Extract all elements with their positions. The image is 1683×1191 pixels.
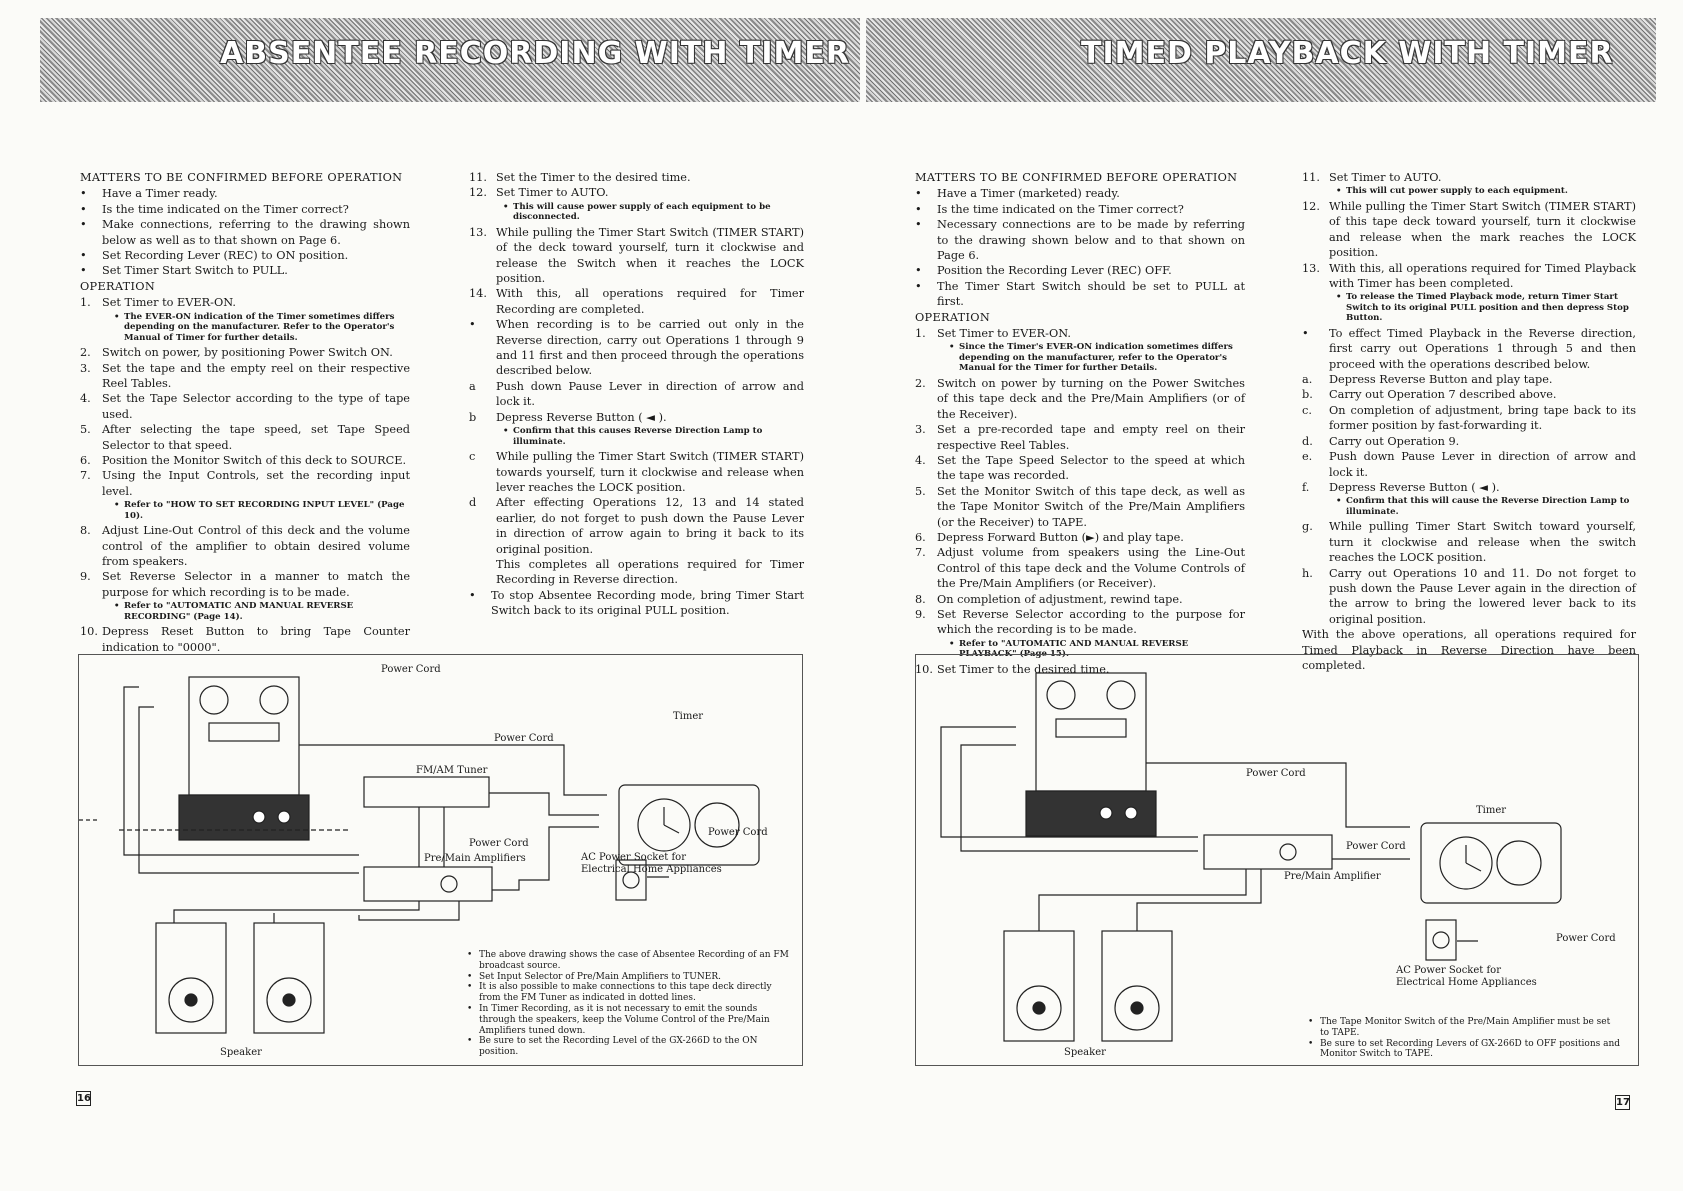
step-item: 13. With this, all operations required for Timed Playback with Timer has been completed. <box>1302 261 1636 290</box>
step-item: 7. Adjust volume from speakers using the Line-Out Control of this tape deck and the Volume Controls of the Pre/Main Amplifiers (or Receiver). <box>915 546 1245 591</box>
step-item: e. Push down Pause Lever in direction of arrow and lock it. <box>1302 450 1636 479</box>
list-item: • To effect Timed Playback in the Reverse direction, first carry out Operations 1 through 5 and then proceed with the operations described below. <box>1302 326 1636 371</box>
step-item: 7. Using the Input Controls, set the recording input level. <box>80 469 410 498</box>
diagram-notes <box>1306 1017 1621 1060</box>
amplifier-icon <box>364 867 492 901</box>
step-item: c. On completion of adjustment, bring tape back to its former position by fast-forwarding it. <box>1302 403 1636 433</box>
timer-label: Timer <box>1476 805 1507 816</box>
power-cord-label: Power Cord <box>381 664 441 675</box>
power-cord-label: Power Cord <box>1246 768 1306 779</box>
list-item: • Necessary connections are to be made by referring to the drawing shown below and to that shown on Page 6. <box>915 218 1245 263</box>
list-item: • The Timer Start Switch should be set to PULL at first. <box>915 279 1245 309</box>
step-item: d After effecting Operations 12, 13 and 14 stated earlier, do not forget to push down the Pause Lever in direction of arrow again to bring it back to its original position. <box>469 496 804 556</box>
socket-label: AC Power Socket for <box>581 852 686 863</box>
power-cord-label: Power Cord <box>1346 841 1406 852</box>
step-item: g. While pulling Timer Start Switch toward yourself, turn it clockwise and release when the switch reaches the LOCK position. <box>1302 520 1636 565</box>
timer-icon <box>1421 823 1561 903</box>
step-note: • Confirm that this will cause the Reverse Direction Lamp to illuminate. <box>1302 496 1636 517</box>
list-item: • Have a Timer (marketed) ready. <box>915 187 1120 201</box>
right-col2 <box>1302 170 1636 673</box>
amplifier-label: Pre/Main Amplifier <box>1284 871 1381 882</box>
step-item: 3. Set the tape and the empty reel on their respective Reel Tables. <box>80 361 410 390</box>
step-item: b. Carry out Operation 7 described above. <box>1302 388 1557 402</box>
step-item: 2. Switch on power, by positioning Power Switch ON. <box>80 346 393 360</box>
step-item: 2. Switch on power by turning on the Power Switches of this tape deck and the Pre/Main Amplifiers (or of the Receiver). <box>915 376 1245 421</box>
amplifier-icon <box>1204 835 1332 869</box>
right-banner <box>866 18 1656 102</box>
list-item: • Have a Timer ready. <box>80 187 218 201</box>
timer-label: Timer <box>673 711 704 722</box>
step-item: 5. Set the Monitor Switch of this tape deck, as well as the Tape Monitor Switch of the Pre/Main Amplifiers (or the Receiver) to TAPE. <box>915 484 1245 529</box>
note-item: • The above drawing shows the case of Absentee Recording of an FM broadcast source. <box>465 950 790 972</box>
tuner-label: FM/AM Tuner <box>416 765 488 776</box>
right-connection-diagram <box>915 654 1639 1066</box>
list-item: • Position the Recording Lever (REC) OFF. <box>915 264 1172 278</box>
step-note: • This will cause power supply of each equipment to be disconnected. <box>469 202 804 223</box>
step-item: 4. Set the Tape Speed Selector to the speed at which the tape was recorded. <box>915 454 1245 483</box>
step-item: 12. While pulling the Timer Start Switch (TIMER START) of this tape deck toward yourself, turn it clockwise and release when the mark reaches the LOCK position. <box>1302 199 1636 260</box>
step-item: c While pulling the Timer Start Switch (TIMER START) towards yourself, turn it clockwise and release when lever reaches the LOCK position. <box>469 450 804 494</box>
section-heading: OPERATION <box>915 310 990 324</box>
right-page-number: 17 <box>1616 1097 1630 1108</box>
power-cord-label: Power Cord <box>1556 933 1616 944</box>
left-banner <box>40 18 860 102</box>
step-item: 10. Depress Reset Button to bring Tape Counter indication to "0000". <box>80 625 410 654</box>
paragraph: With the above operations, all operations required for Timed Playback in Reverse Direction have been completed. <box>1302 628 1636 672</box>
step-item: d. Carry out Operation 9. <box>1302 434 1460 448</box>
note-item: • In Timer Recording, as it is not necessary to emit the sounds through the speakers, keep the Volume Control of the Pre/Main Amplifiers tuned down. <box>465 1004 790 1036</box>
step-note: • Confirm that this causes Reverse Direction Lamp to illuminate. <box>469 426 804 447</box>
step-item: h. Carry out Operations 10 and 11. Do not forget to push down the Pause Lever again in the direction of the arrow to bring the lowered lever back to its original position. <box>1302 566 1636 626</box>
right-col1 <box>915 170 1245 677</box>
list-item: • Set Timer Start Switch to PULL. <box>80 264 288 278</box>
note-item: • The Tape Monitor Switch of the Pre/Main Amplifier must be set to TAPE. <box>1306 1017 1621 1039</box>
note-item: • Be sure to set Recording Levers of GX-266D to OFF positions and Monitor Switch to TAPE. <box>1306 1039 1621 1061</box>
right-page-title: TIMED PLAYBACK WITH TIMER <box>1081 36 1614 71</box>
power-cord-label: Power Cord <box>494 733 554 744</box>
section-heading: MATTERS TO BE CONFIRMED BEFORE OPERATION <box>80 171 403 184</box>
list-item: • To stop Absentee Recording mode, bring Timer Start Switch back to its original PULL position. <box>469 588 804 618</box>
step-item: 3. Set a pre-recorded tape and empty reel on their respective Reel Tables. <box>915 423 1245 452</box>
step-item: 10. Set Timer to the desired time. <box>915 662 1110 676</box>
step-item: 12. Set Timer to AUTO. <box>469 186 609 200</box>
left-connection-diagram <box>78 654 803 1066</box>
note-item: • Set Input Selector of Pre/Main Amplifiers to TUNER. <box>465 972 790 983</box>
socket-label: Electrical Home Appliances <box>581 864 722 875</box>
note-item: • Be sure to set the Recording Level of the GX-266D to the ON position. <box>465 1036 790 1058</box>
step-note: • The EVER-ON indication of the Timer sometimes differs depending on the manufacturer. Refer to the Operator's Manual of Timer for further details. <box>80 312 410 344</box>
step-item: 11. Set the Timer to the desired time. <box>469 171 691 184</box>
right-diagram-drawing <box>916 655 1638 1065</box>
step-item: 1. Set Timer to EVER-ON. <box>915 327 1072 341</box>
step-item: 8. On completion of adjustment, rewind tape. <box>915 592 1183 606</box>
list-item: • When recording is to be carried out only in the Reverse direction, carry out Operations 1 through 9 and 11 first and then proceed through the operations described below. <box>469 318 804 378</box>
amplifiers-label: Pre/Main Amplifiers <box>424 853 526 864</box>
step-item: 5. After selecting the tape speed, set Tape Speed Selector to that speed. <box>80 423 410 452</box>
section-heading: OPERATION <box>80 279 155 293</box>
step-note: • This will cut power supply to each equipment. <box>1302 186 1636 197</box>
step-item: 13. While pulling the Timer Start Switch (TIMER START) of the deck toward yourself, turn it clockwise and release the Switch when it reaches the LOCK position. <box>469 225 804 286</box>
socket-label: AC Power Socket for <box>1396 965 1501 976</box>
list-item: • Is the time indicated on the Timer correct? <box>80 202 349 216</box>
step-note: • To release the Timed Playback mode, return Timer Start Switch to its original PULL position and then depress Stop Button. <box>1302 292 1636 324</box>
step-item: 4. Set the Tape Selector according to the type of tape used. <box>80 392 410 421</box>
wall-socket-icon <box>1426 920 1456 960</box>
diagram-notes <box>465 950 790 1058</box>
step-item: a Push down Pause Lever in direction of arrow and lock it. <box>469 379 804 409</box>
left-page-number: 16 <box>77 1093 91 1104</box>
step-item: 8. Adjust Line-Out Control of this deck and the volume control of the amplifier to obtain desired volume from speakers. <box>80 524 410 569</box>
step-item: 9. Set Reverse Selector according to the purpose for which the recording is to be made. <box>915 608 1245 637</box>
step-item: 6. Depress Forward Button (►) and play tape. <box>915 531 1184 545</box>
step-item: 14. With this, all operations required for Timer Recording are completed. <box>469 287 804 316</box>
step-item: f. Depress Reverse Button ( ◄ ). <box>1302 480 1500 494</box>
section-heading: MATTERS TO BE CONFIRMED BEFORE OPERATION <box>915 171 1238 184</box>
list-item: • Is the time indicated on the Timer correct? <box>915 202 1184 216</box>
left-page-title: ABSENTEE RECORDING WITH TIMER <box>220 36 850 71</box>
left-col2 <box>469 170 804 619</box>
socket-label: Electrical Home Appliances <box>1396 977 1537 988</box>
speaker-label: Speaker <box>220 1047 262 1058</box>
step-item: 6. Position the Monitor Switch of this deck to SOURCE. <box>80 454 407 467</box>
step-note: • Refer to "HOW TO SET RECORDING INPUT LEVEL" (Page 10). <box>80 500 410 521</box>
step-note: • Refer to "AUTOMATIC AND MANUAL REVERSE PLAYBACK" (Page 15). <box>915 639 1245 660</box>
paragraph: This completes all operations required for Timer Recording in Reverse direction. <box>496 557 804 587</box>
power-cord-label: Power Cord <box>708 827 768 838</box>
tuner-icon <box>364 777 489 807</box>
step-item: b Depress Reverse Button ( ◄ ). <box>469 410 667 424</box>
list-item: • Set Recording Lever (REC) to ON position. <box>80 249 349 263</box>
step-item: 11. Set Timer to AUTO. <box>1302 171 1442 184</box>
left-col1 <box>80 170 410 655</box>
step-item: a. Depress Reverse Button and play tape. <box>1302 373 1553 387</box>
step-item: 9. Set Reverse Selector in a manner to match the purpose for which recording is to be made. <box>80 570 410 599</box>
tape-deck-icon <box>1036 673 1146 791</box>
power-cord-label: Power Cord <box>469 838 529 849</box>
step-note: • Refer to "AUTOMATIC AND MANUAL REVERSE RECORDING" (Page 14). <box>80 601 410 622</box>
step-note: • Since the Timer's EVER-ON indication sometimes differs depending on the manufacturer, refer to the Operator's Manual for the Timer for further Details. <box>915 342 1245 374</box>
note-item: • It is also possible to make connections to this tape deck directly from the FM Tuner as indicated in dotted lines. <box>465 982 790 1004</box>
step-item: 1. Set Timer to EVER-ON. <box>80 296 237 310</box>
list-item: • Make connections, referring to the drawing shown below as well as to that shown on Page 6. <box>80 218 410 247</box>
tape-deck-icon <box>189 677 299 795</box>
speaker-label: Speaker <box>1064 1047 1106 1058</box>
